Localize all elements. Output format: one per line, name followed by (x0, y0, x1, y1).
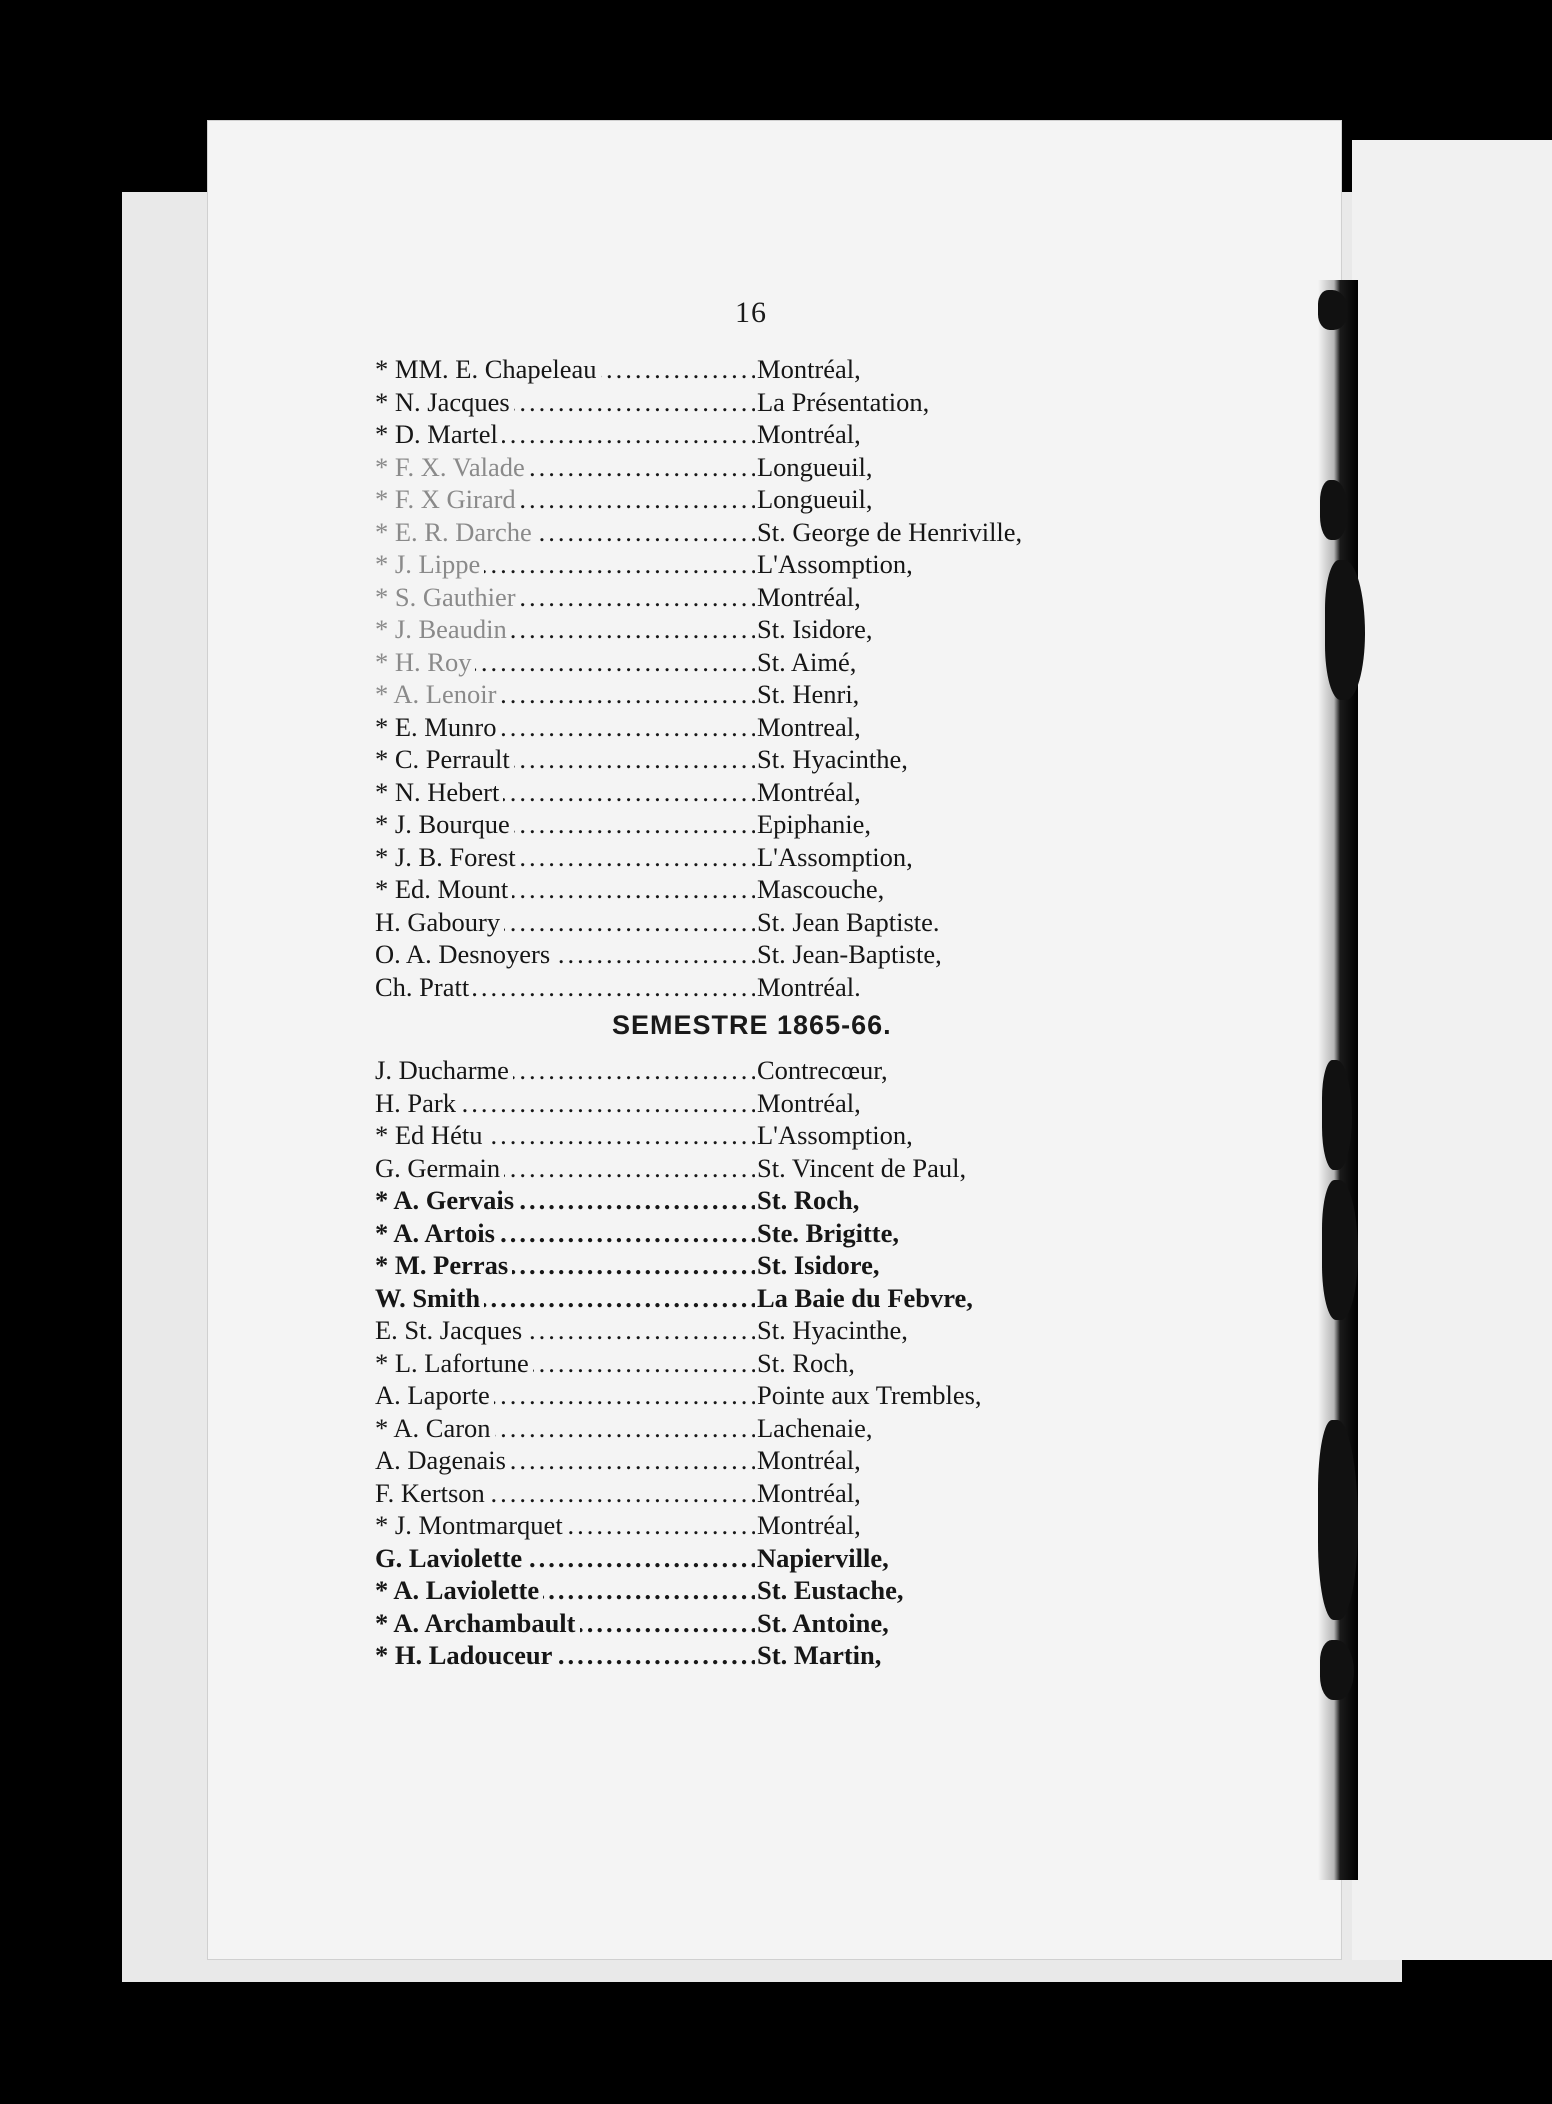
list-item: * A. Artois ..... Ste. Brigitte, (375, 1217, 982, 1250)
list-item: * C. Perrault ..... St. Hyacinthe, (375, 743, 1022, 776)
list-item: * A. Lenoir ..... St. Henri, (375, 678, 1022, 711)
list-item: W. Smith ..... La Baie du Febvre, (375, 1282, 982, 1315)
ink-blot (1320, 1640, 1354, 1700)
list-item: * J. Montmarquet ..... Montréal, (375, 1509, 982, 1542)
list-item: H. Park ..... Montréal, (375, 1087, 982, 1120)
list-item: * Ed. Mount ..... Mascouche, (375, 873, 1022, 906)
list-item: * J. Beaudin ..... St. Isidore, (375, 613, 1022, 646)
student-list-first (375, 353, 1022, 1003)
list-item: * J. Bourque ..... Epiphanie, (375, 808, 1022, 841)
ink-blot (1322, 1060, 1352, 1170)
ink-blot (1318, 290, 1348, 330)
list-item: * E. R. Darche ..... St. George de Henriville, (375, 516, 1022, 549)
list-item: * S. Gauthier ..... Montréal, (375, 581, 1022, 614)
list-item: * L. Lafortune ..... St. Roch, (375, 1347, 982, 1380)
student-list-semester (375, 1054, 982, 1672)
list-item: * D. Martel ..... Montréal, (375, 418, 1022, 451)
list-item: * H. Roy ..... St. Aimé, (375, 646, 1022, 679)
list-item: * N. Hebert ..... Montréal, (375, 776, 1022, 809)
list-item: * N. Jacques ..... La Présentation, (375, 386, 1022, 419)
list-item: A. Laporte ..... Pointe aux Trembles, (375, 1379, 982, 1412)
right-page-edge (1352, 140, 1552, 1960)
list-item: G. Germain ..... St. Vincent de Paul, (375, 1152, 982, 1185)
ink-blot (1320, 480, 1348, 540)
list-item: G. Laviolette ..... Napierville, (375, 1542, 982, 1575)
list-item: * J. B. Forest ..... L'Assomption, (375, 841, 1022, 874)
list-item: O. A. Desnoyers ..... St. Jean-Baptiste, (375, 938, 1022, 971)
list-item: A. Dagenais ..... Montréal, (375, 1444, 982, 1477)
list-item: * M. Perras ..... St. Isidore, (375, 1249, 982, 1282)
list-item: * A. Laviolette ..... St. Eustache, (375, 1574, 982, 1607)
list-item: * H. Ladouceur ..... St. Martin, (375, 1639, 982, 1672)
list-item: * F. X. Valade ..... Longueuil, (375, 451, 1022, 484)
list-item: * F. X Girard ..... Longueuil, (375, 483, 1022, 516)
section-heading: SEMESTRE 1865-66. (612, 1010, 892, 1040)
list-item: Ch. Pratt ..... Montréal. (375, 971, 1022, 1004)
list-item: F. Kertson ..... Montréal, (375, 1477, 982, 1510)
list-item: * J. Lippe ..... L'Assomption, (375, 548, 1022, 581)
list-item: * A. Gervais ..... St. Roch, (375, 1184, 982, 1217)
ink-blot (1322, 1180, 1358, 1320)
list-item: * Ed Hétu ..... L'Assomption, (375, 1119, 982, 1152)
list-item: * A. Archambault ..... St. Antoine, (375, 1607, 982, 1640)
list-item: H. Gaboury ..... St. Jean Baptiste. (375, 906, 1022, 939)
list-item: * MM. E. Chapeleau ..... Montréal, (375, 353, 1022, 386)
page-number: 16 (735, 296, 767, 329)
list-item: J. Ducharme ..... Contrecœur, (375, 1054, 982, 1087)
list-item: * A. Caron ..... Lachenaie, (375, 1412, 982, 1445)
list-item: * E. Munro ..... Montreal, (375, 711, 1022, 744)
list-item: E. St. Jacques ..... St. Hyacinthe, (375, 1314, 982, 1347)
ink-blot (1325, 560, 1365, 700)
